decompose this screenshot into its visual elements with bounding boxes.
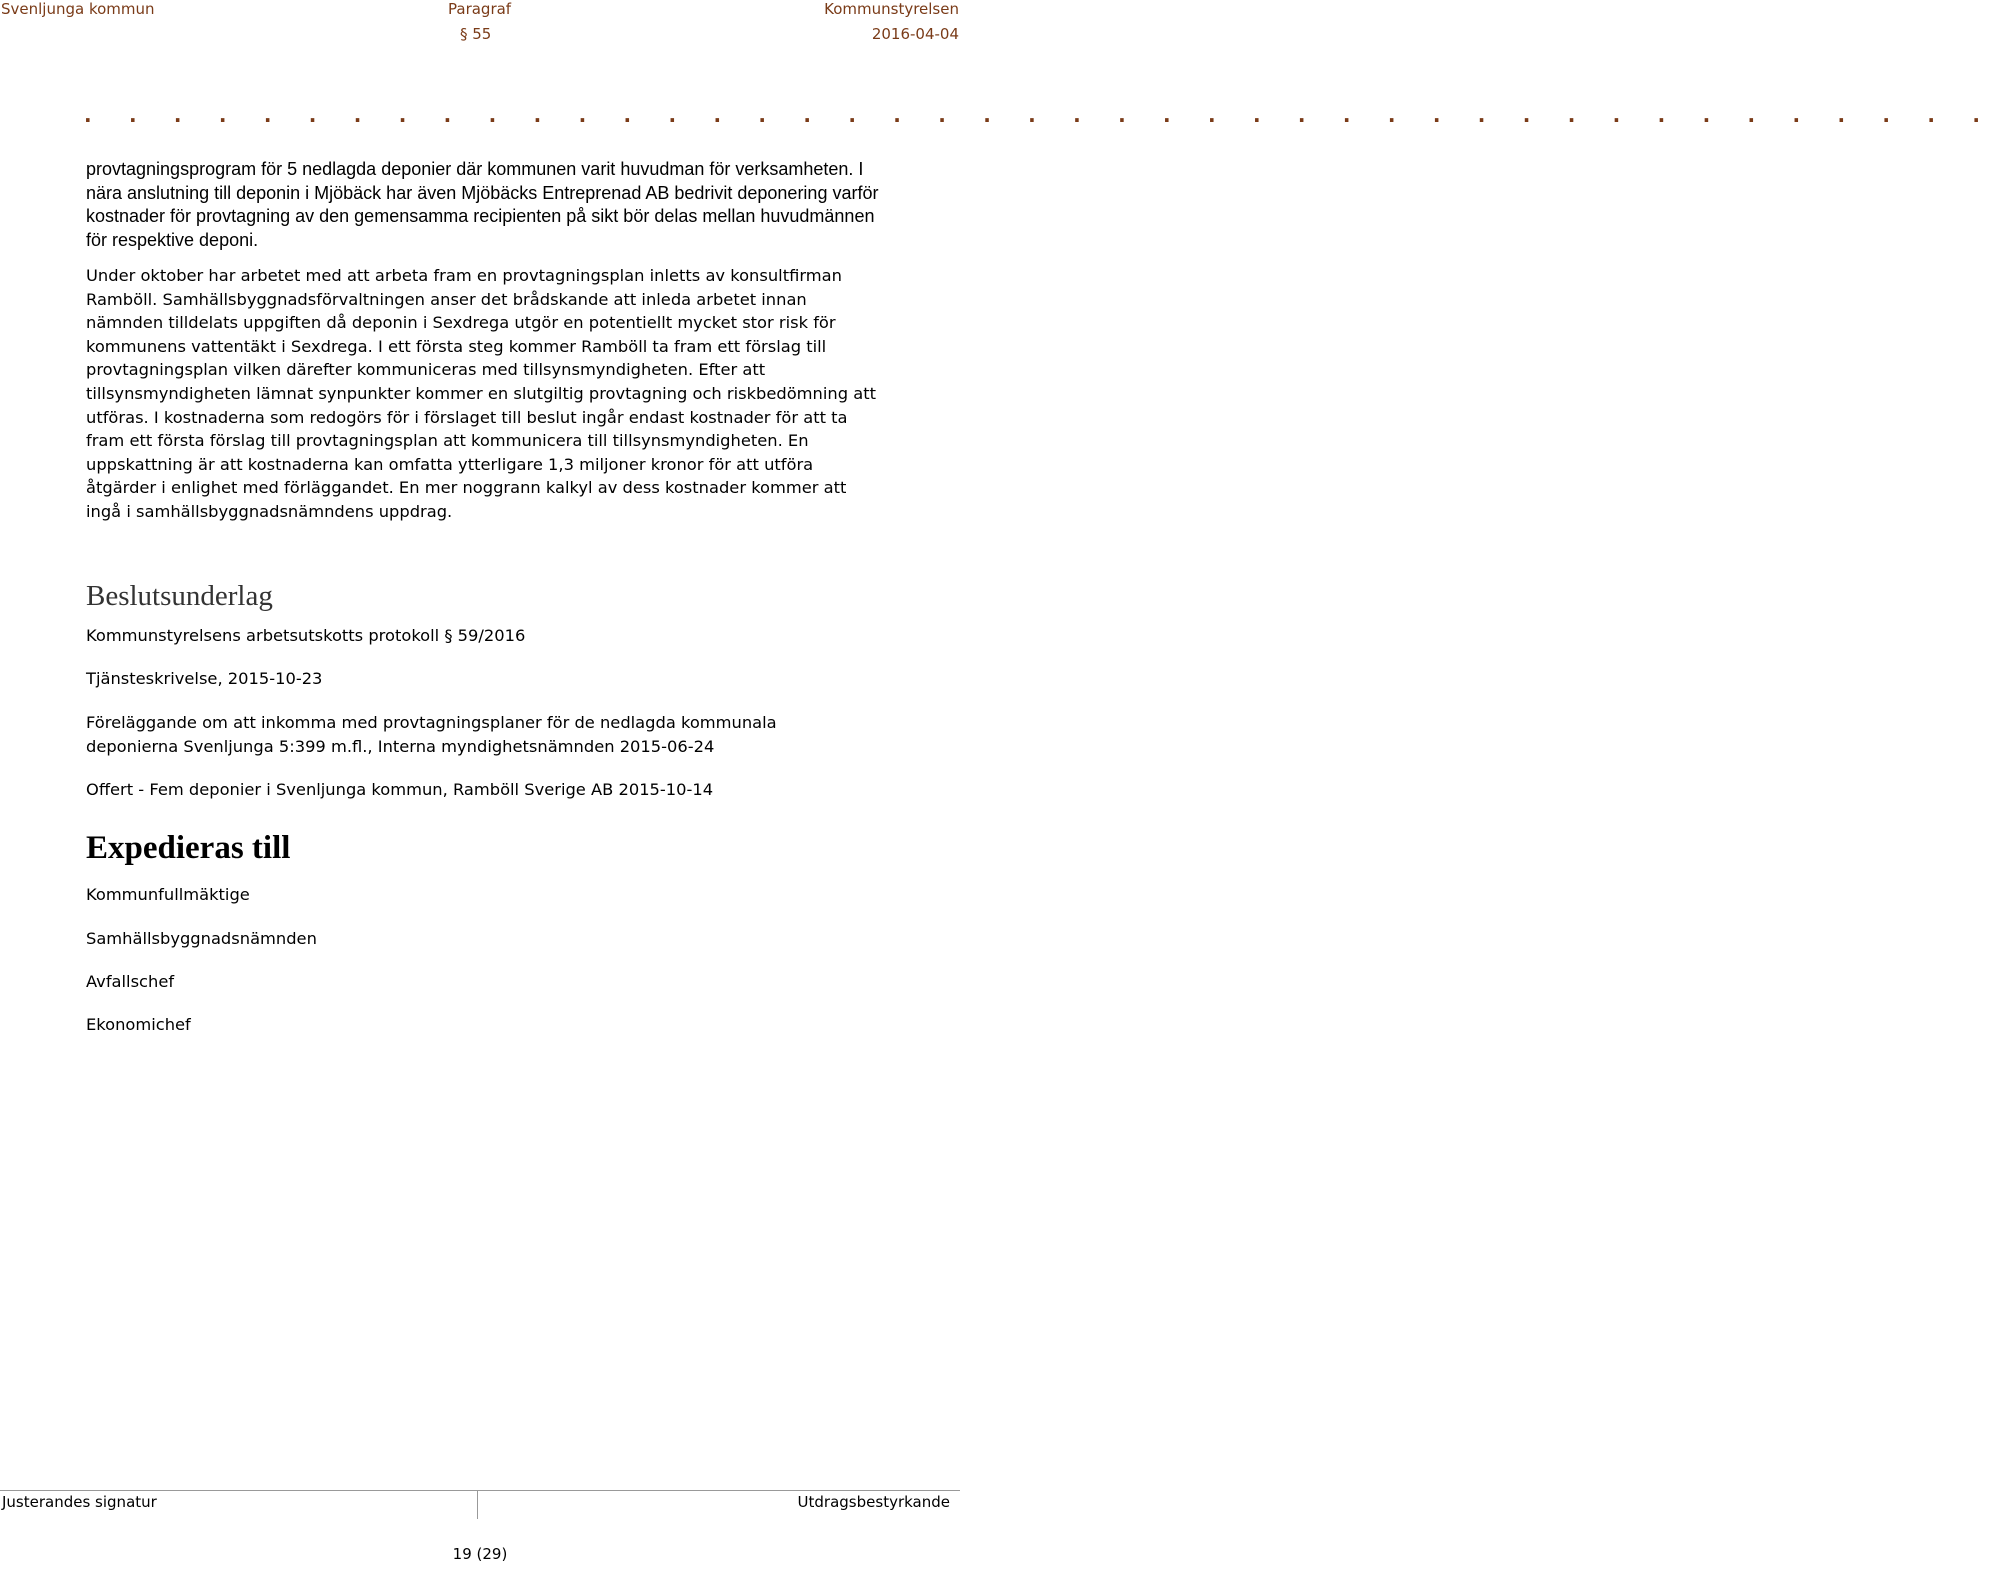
organization-name: Svenljunga kommun [1, 0, 155, 18]
certification-label: Utdragsbestyrkande [797, 1493, 950, 1511]
section-number: § 55 [460, 25, 492, 43]
beslutsunderlag-item: Tjänsteskrivelse, 2015-10-23 [86, 669, 323, 688]
board-name: Kommunstyrelsen [824, 0, 959, 18]
beslutsunderlag-item: Offert - Fem deponier i Svenljunga kommun, Ramböll Sverige AB 2015-10-14 [86, 780, 714, 799]
paragraph-1: provtagningsprogram för 5 nedlagda deponier där kommunen varit huvudman för verksamheten. I nära anslutning till deponin i Mjöbäck har även Mjöbäcks Entreprenad AB bedrivit deponering varför kostnader för provtagning av den gemensamma recipienten på sikt bör delas mellan huvudmännen för respektive deponi. [86, 159, 879, 250]
footer-rule [0, 1490, 960, 1491]
body-text [86, 158, 886, 524]
paragraph-2: Under oktober har arbetet med att arbeta fram en provtagningsplan inletts av konsultfirman Ramböll. Samhällsbyggnadsförvaltningen anser det brådskande att inleda arbetet innan nämnden tilldelats uppgiften då deponin i Sexdrega utgör en potentiellt mycket stor risk för kommunens vattentäkt i Sexdrega. I ett första steg kommer Ramböll ta fram ett förslag till provtagningsplan vilken därefter kommuniceras med tillsynsmyndigheten. Efter att tillsynsmyndigheten lämnat synpunkter kommer en slutgiltig provtagning och riskbedömning att utföras. I kostnaderna som redogörs för i förslaget till beslut ingår endast kostnader för att ta fram ett första förslag till provtagningsplan att kommunicera till tillsynsmyndigheten. En uppskattning är att kostnaderna kan omfatta ytterligare 1,3 miljoner kronor för att utföra åtgärder i enlighet med förläggandet. En mer noggrann kalkyl av dess kostnader kommer att ingå i samhällsbyggnadsnämndens uppdrag. [86, 266, 876, 521]
page-number: 19 (29) [452, 1545, 508, 1563]
recipient-item: Samhällsbyggnadsnämnden [86, 929, 317, 948]
signature-label: Justerandes signatur [2, 1493, 157, 1511]
page-header [0, 0, 960, 50]
beslutsunderlag-item: Kommunstyrelsens arbetsutskotts protokoll § 59/2016 [86, 626, 526, 645]
footer-divider [477, 1491, 478, 1519]
dotted-separator: . . . . . . . . . . . . . . . . . . . . . . . . . . . . . . . . . . . . . . . . . . . [84, 103, 1995, 127]
beslutsunderlag-item: Föreläggande om att inkomma med provtagningsplaner för de nedlagda kommunala deponierna Svenljunga 5:399 m.fl., Interna myndighetsnämnden 2015-06-24 [86, 713, 777, 756]
recipient-item: Kommunfullmäktige [86, 885, 250, 904]
expedieras-heading: Expedieras till [86, 830, 291, 866]
recipient-item: Ekonomichef [86, 1015, 191, 1034]
beslutsunderlag-heading: Beslutsunderlag [86, 580, 273, 612]
paragraf-label: Paragraf [448, 0, 512, 18]
meeting-date: 2016-04-04 [871, 25, 959, 43]
recipient-item: Avfallschef [86, 972, 175, 991]
